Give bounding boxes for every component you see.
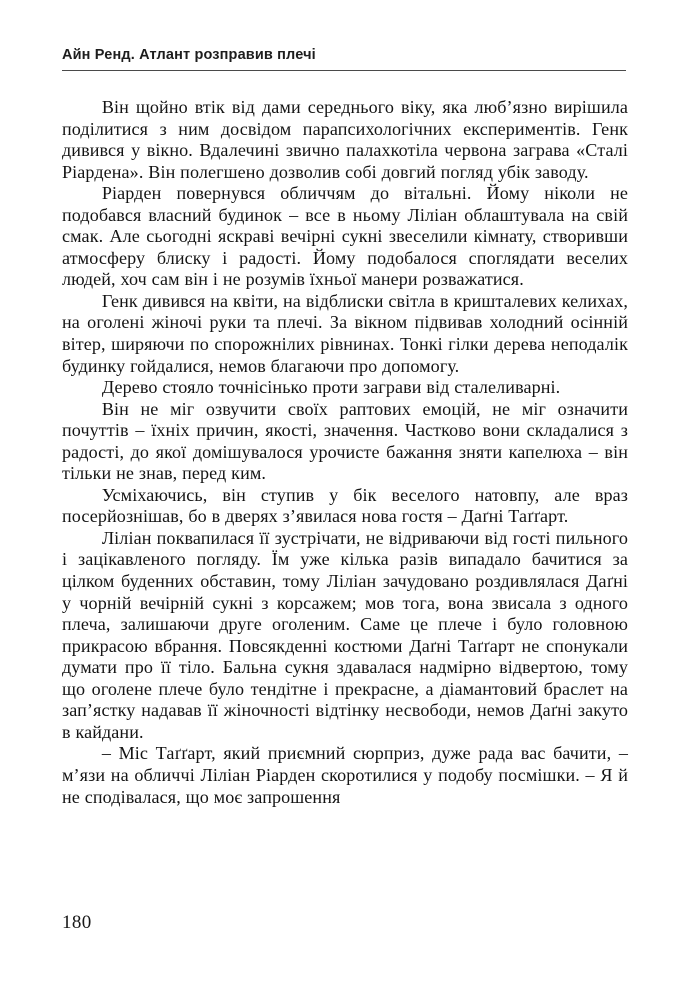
paragraph: Він щойно втік від дами середнього віку, яка люб’язно вирішила поділитися з ним досвідом парапсихологічних експериментів. Генк дивився у вікно. Вдалечині звично палахкотіла червона заграва «Сталі Ріардена». Він полегшено дозволив собі довгий погляд убік заводу. <box>62 97 628 182</box>
paragraph: Дерево стояло точнісінько проти заграви від сталеливарні. <box>101 377 561 398</box>
paragraph: Генк дивився на квіти, на відблиски світла в кришталевих келихах, на оголені жіночі руки та плечі. За вікном підвивав холодний осінній вітер, ширяючи по спорожнілих рівнинах. Тонкі гілки дерева неподалік будинку гойдалися, немов благаючи про допомогу. <box>62 290 628 376</box>
paragraph: Ріарден повернувся обличчям до вітальні. Йому ніколи не подобався власний будинок – все в ньому Ліліан облаштувала на свій смак. Але сьогодні яскраві вечірні сукні звеселили кімнату, створивши атмосферу блиску і радості. Йому подобалося споглядати веселих людей, хоч сам він і не розумів їхньої манери розважатися. <box>62 183 628 290</box>
running-header-title: Айн Ренд. Атлант розправив плечі <box>62 47 316 63</box>
paragraph: Ліліан поквапилася її зустрічати, не відриваючи від гості пильного і зацікавленого погляду. Їм уже кілька разів випадало бачитися за цілком буденних обставин, тому Ліліан зачудовано роздивлялася Даґні у чорній вечірній сукні з корсажем; мов тога, вона звисала з одного плеча, залишаючи друге оголеним. Саме це плече і було головною прикрасою вбрання. Повсякденні костюми Даґні Таґґарт не спонукали думати про її тіло. Бальна сукня здавалася надмірно відвертою, тому що оголене плече було тендітне і прекрасне, а діамантовий браслет на зап’ястку надавав її жіночності відтінку несвободи, немов Даґні закуто в кайдани. <box>62 527 628 742</box>
paragraph: Він не міг озвучити своїх раптових емоцій, не міг означити почуттів – їхніх причин, якості, значення. Частково вони складалися з радості, до якої домішувалося урочисте бажання зняти капелюха – він тільки не знав, перед ким. <box>62 398 628 484</box>
paragraph: Усміхаючись, він ступив у бік веселого натовпу, але враз посерйознішав, бо в дверях з’явилася нова гостя – Даґні Таґґарт. <box>62 484 628 527</box>
page-number: 180 <box>62 912 92 933</box>
paragraph: – Міс Таґґарт, який приємний сюрприз, дуже рада вас бачити, – м’язи на обличчі Ліліан Ріарден скоротилися у подобу посмішки. – Я й не сподівалася, що моє запрошення <box>62 743 628 807</box>
running-header <box>62 46 626 71</box>
header-divider <box>62 70 626 71</box>
body-text-block <box>62 97 628 808</box>
